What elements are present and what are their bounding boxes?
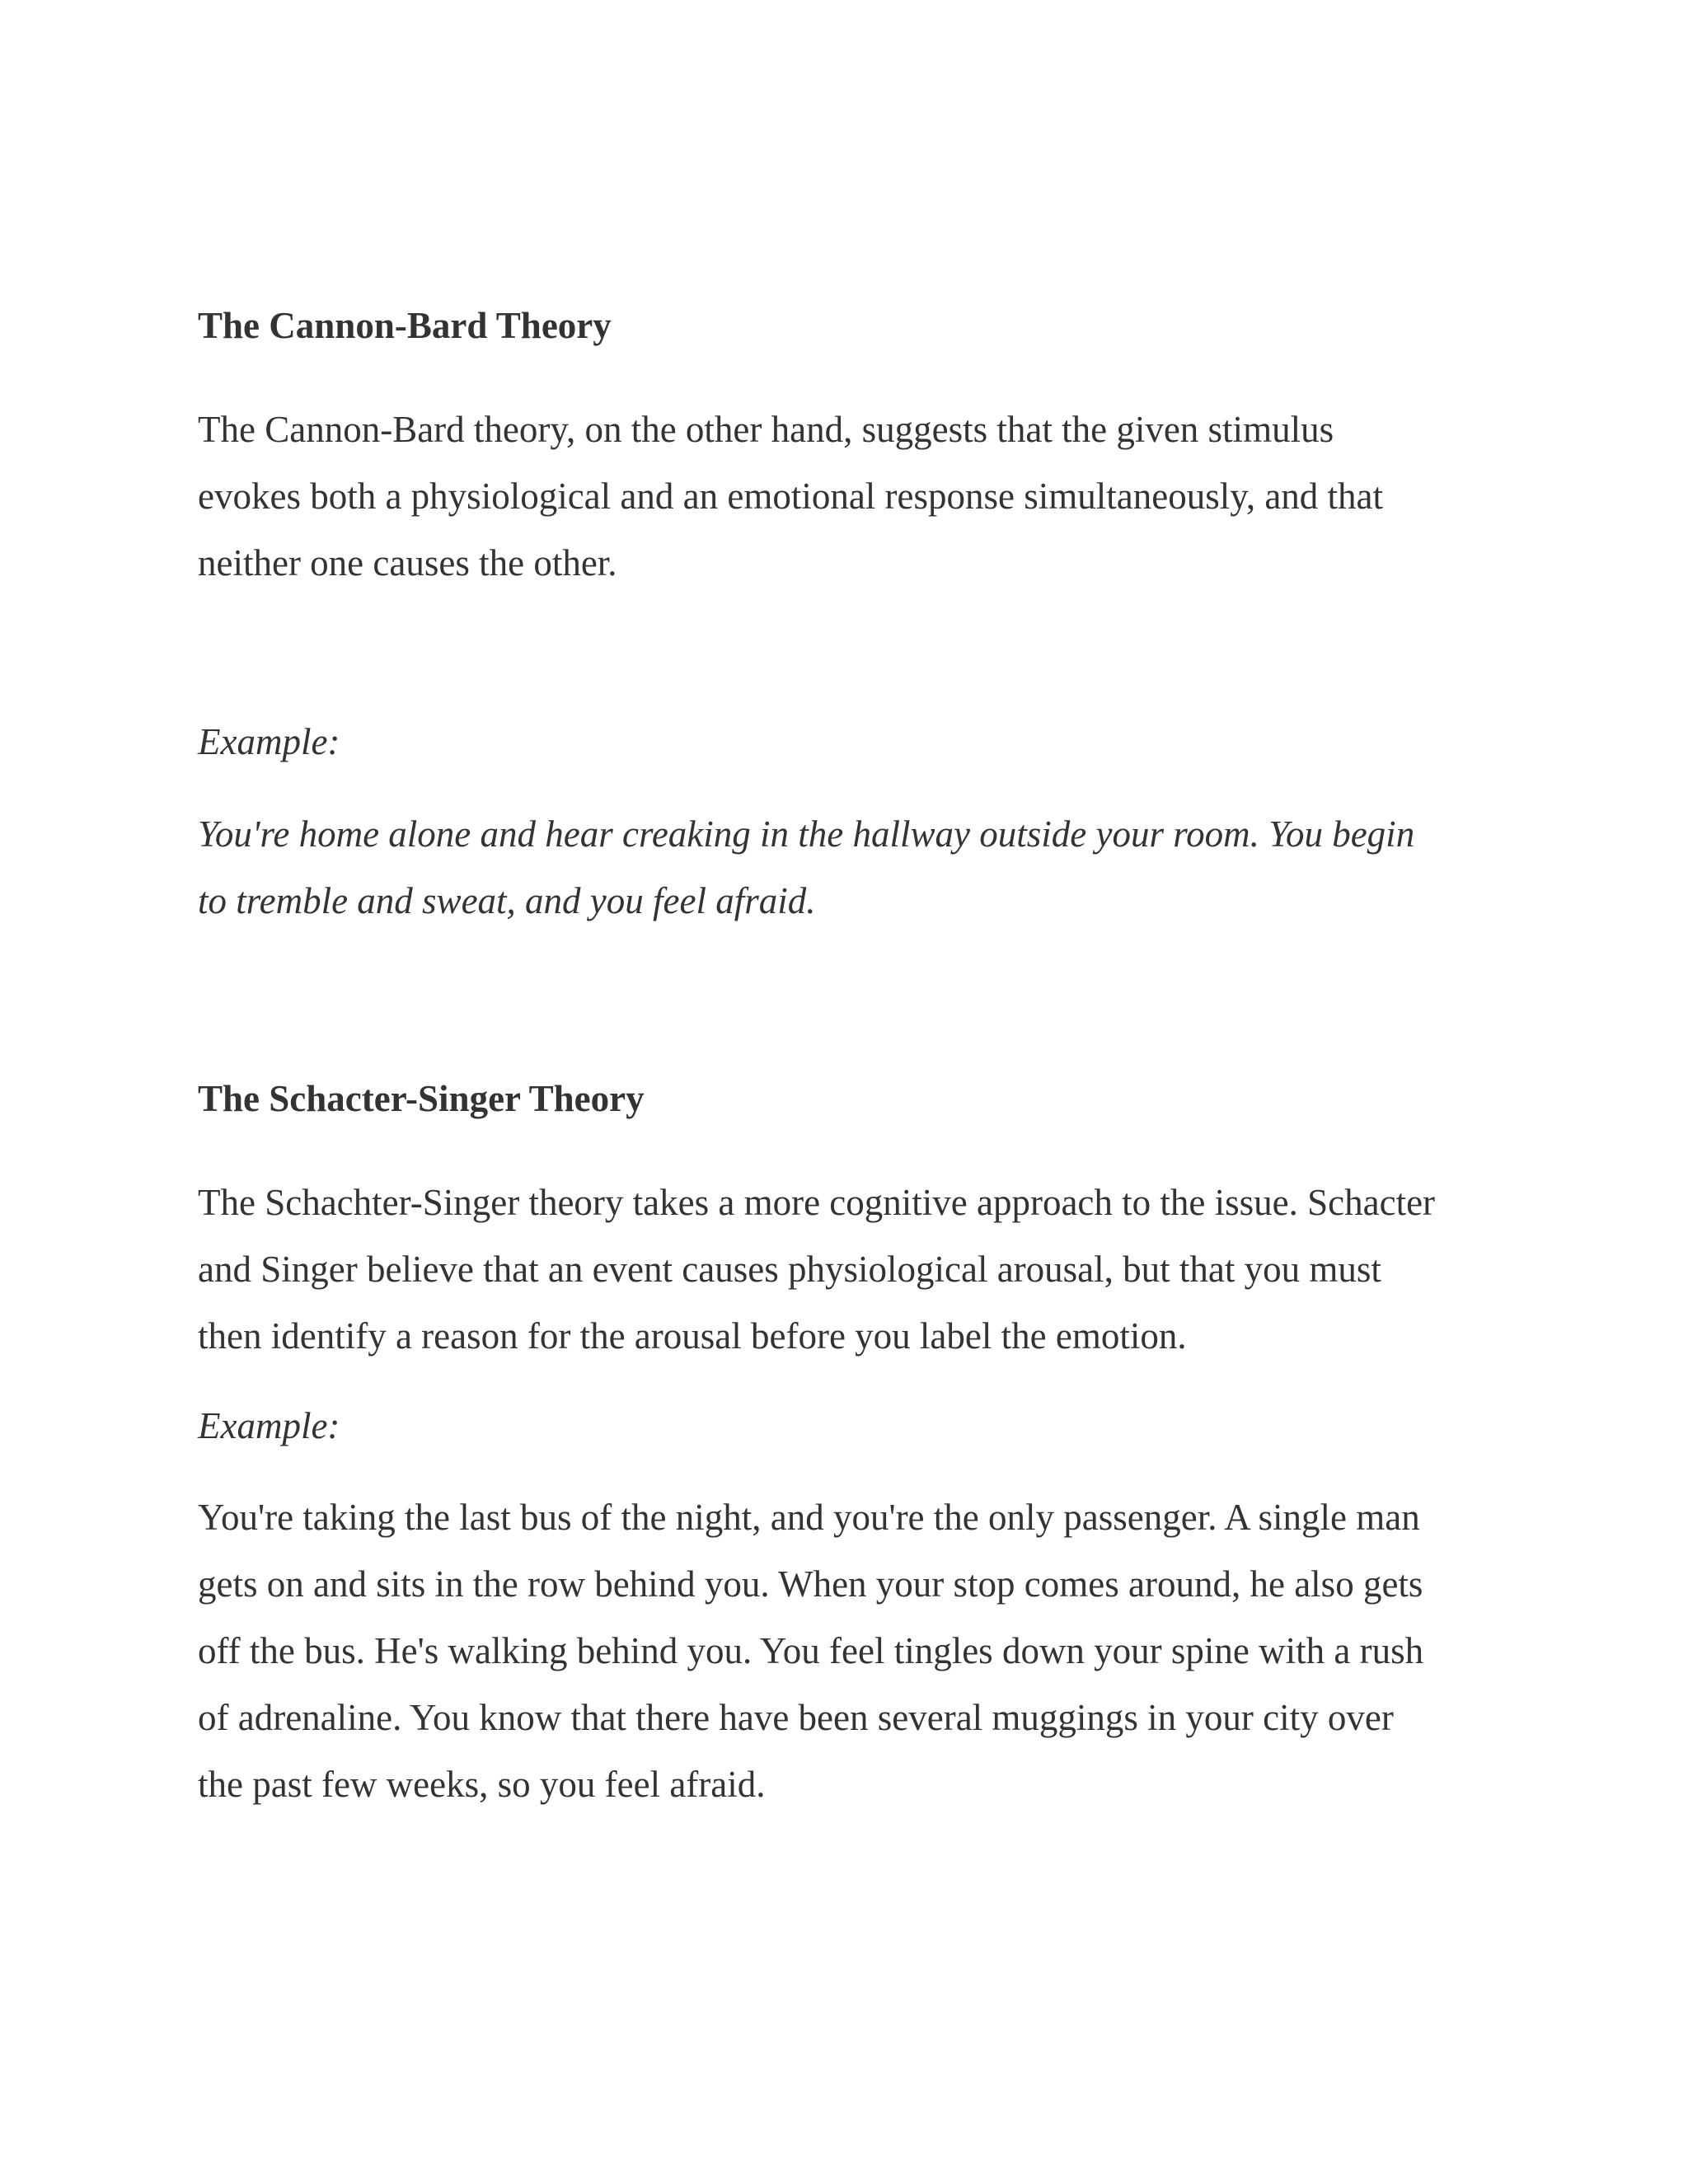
paragraph-line: The Cannon-Bard theory, on the other hand, suggests that the given stimulus <box>198 409 1334 450</box>
example-line: the past few weeks, so you feel afraid. <box>198 1764 766 1805</box>
example-label-cannon-bard <box>198 709 1500 776</box>
paragraph-line: evokes both a physiological and an emotional response simultaneously, and that <box>198 476 1384 517</box>
heading-text: The Cannon-Bard Theory <box>198 305 612 346</box>
heading-text: The Schacter-Singer Theory <box>198 1078 645 1119</box>
example-line: of adrenaline. You know that there have been several muggings in your city over <box>198 1697 1394 1738</box>
example-line: off the bus. He's walking behind you. You feel tingles down your spine with a rush <box>198 1630 1424 1671</box>
example-line: You're home alone and hear creaking in the hallway outside your room. You begin <box>198 813 1415 855</box>
example-label-text: Example: <box>198 721 340 762</box>
example-text-cannon-bard <box>198 801 1500 935</box>
example-line: to tremble and sweat, and you feel afraid. <box>198 880 816 921</box>
section-heading-cannon-bard <box>198 293 1500 359</box>
example-label-text: Example: <box>198 1405 340 1446</box>
paragraph-line: neither one causes the other. <box>198 542 617 583</box>
paragraph-line: and Singer believe that an event causes physiological arousal, but that you must <box>198 1249 1381 1290</box>
paragraph-schacter-singer <box>198 1169 1500 1370</box>
example-line: gets on and sits in the row behind you. When your stop comes around, he also gets <box>198 1563 1423 1605</box>
example-line: You're taking the last bus of the night, and you're the only passenger. A single man <box>198 1497 1420 1538</box>
section-heading-schacter-singer <box>198 1066 1500 1132</box>
paragraph-line: The Schachter-Singer theory takes a more cognitive approach to the issue. Schacter <box>198 1182 1436 1223</box>
example-label-schacter-singer <box>198 1393 1500 1460</box>
paragraph-cannon-bard <box>198 396 1500 597</box>
example-text-schacter-singer <box>198 1484 1500 1818</box>
paragraph-line: then identify a reason for the arousal before you label the emotion. <box>198 1315 1187 1357</box>
